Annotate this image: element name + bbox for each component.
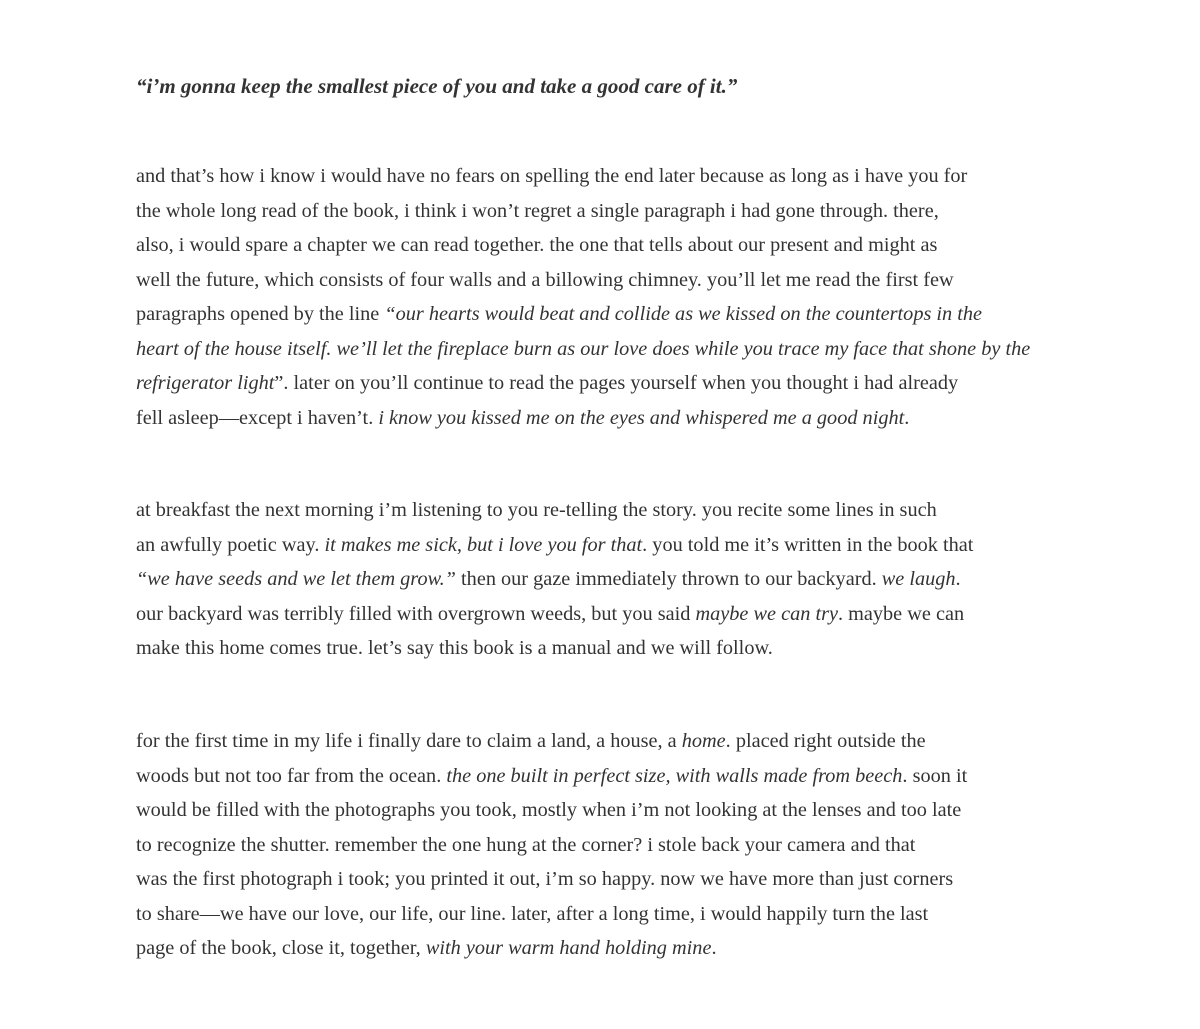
italic-run: i know you kissed me on the eyes and whispered me a good night [378,406,905,429]
text-run: . soon it [902,764,968,787]
text-run: . [904,406,910,429]
text-line [136,228,1071,263]
italic-run: with your warm hand holding mine [425,937,712,959]
italic-run: home [681,730,726,752]
text-line [136,366,1071,401]
text-line [136,931,1071,966]
text-run: paragraphs opened by the line [136,303,385,325]
text-line [136,724,1071,759]
italic-run: “we have seeds and we let them grow.” [136,568,456,590]
text-run: . [955,568,961,590]
text-line [136,493,1071,528]
italic-run: “our hearts would beat and collide as we kissed on the countertops in the [384,303,983,325]
text-line [136,194,1071,229]
text-run: to recognize the shutter. remember the one hung at the corner? i stole back your camera and that [136,833,916,856]
paragraph-3 [136,724,1071,966]
paragraph-1 [136,159,1071,435]
italic-run: it makes me sick, but i love you for that [324,533,643,556]
text-run: and that’s how i know i would have no fears on spelling the end later because as long as i have you for [136,165,968,187]
text-line [136,828,1071,863]
text-run: was the first photograph i took; you printed it out, i’m so happy. now we have more than just corners [136,868,954,890]
text-run: . maybe we can [837,602,965,625]
paragraph-2 [136,493,1071,666]
text-run: an awfully poetic way. [136,533,325,556]
text-run: . [711,937,717,959]
text-run: . you told me it’s written in the book that [642,533,974,556]
italic-run: refrigerator light [136,372,275,394]
text-run: . placed right outside the [725,730,926,752]
text-run: the whole long read of the book, i think i won’t regret a single paragraph i had gone through. there, [136,199,939,222]
text-run: well the future, which consists of four walls and a billowing chimney. you’ll let me read the first few [136,268,954,291]
text-run: ”. later on you’ll continue to read the pages yourself when you thought i had already [274,372,959,394]
text-line [136,862,1071,897]
text-run: to share—we have our love, our life, our line. later, after a long time, i would happily turn the last [136,902,929,925]
text-line [136,528,1071,563]
italic-run: heart of the house itself. we’ll let the fireplace burn as our love does while you trace my face that shone by the [136,337,1031,360]
text-run: make this home comes true. let’s say this book is a manual and we will follow. [136,637,773,659]
text-line [136,759,1071,794]
text-run: our backyard was terribly filled with overgrown weeds, but you said [136,602,696,625]
text-run: at breakfast the next morning i’m listening to you re-telling the story. you recite some lines in such [136,499,937,521]
text-line [136,297,1071,332]
text-line [136,631,1071,666]
text-run: woods but not too far from the ocean. [136,764,447,787]
italic-run: we laugh [881,568,956,590]
text-run: page of the book, close it, together, [136,937,426,959]
text-line [136,263,1071,298]
text-line [136,332,1071,367]
pull-quote: “i’m gonna keep the smallest piece of you and take a good care of it.” [136,74,738,98]
text-run: also, i would spare a chapter we can read together. the one that tells about our present and might as [136,234,938,256]
text-line [136,562,1071,597]
text-line [136,159,1071,194]
italic-run: maybe we can try [695,602,838,625]
text-line [136,401,1071,436]
italic-run: the one built in perfect size, with walls made from beech [446,764,903,787]
text-run: fell asleep—except i haven’t. [136,406,379,429]
text-line [136,897,1071,932]
text-run: would be filled with the photographs you took, mostly when i’m not looking at the lenses and too late [136,799,962,821]
text-run: for the first time in my life i finally dare to claim a land, a house, a [136,730,682,752]
text-line [136,793,1071,828]
text-run: then our gaze immediately thrown to our backyard. [455,568,882,590]
text-line [136,597,1071,632]
